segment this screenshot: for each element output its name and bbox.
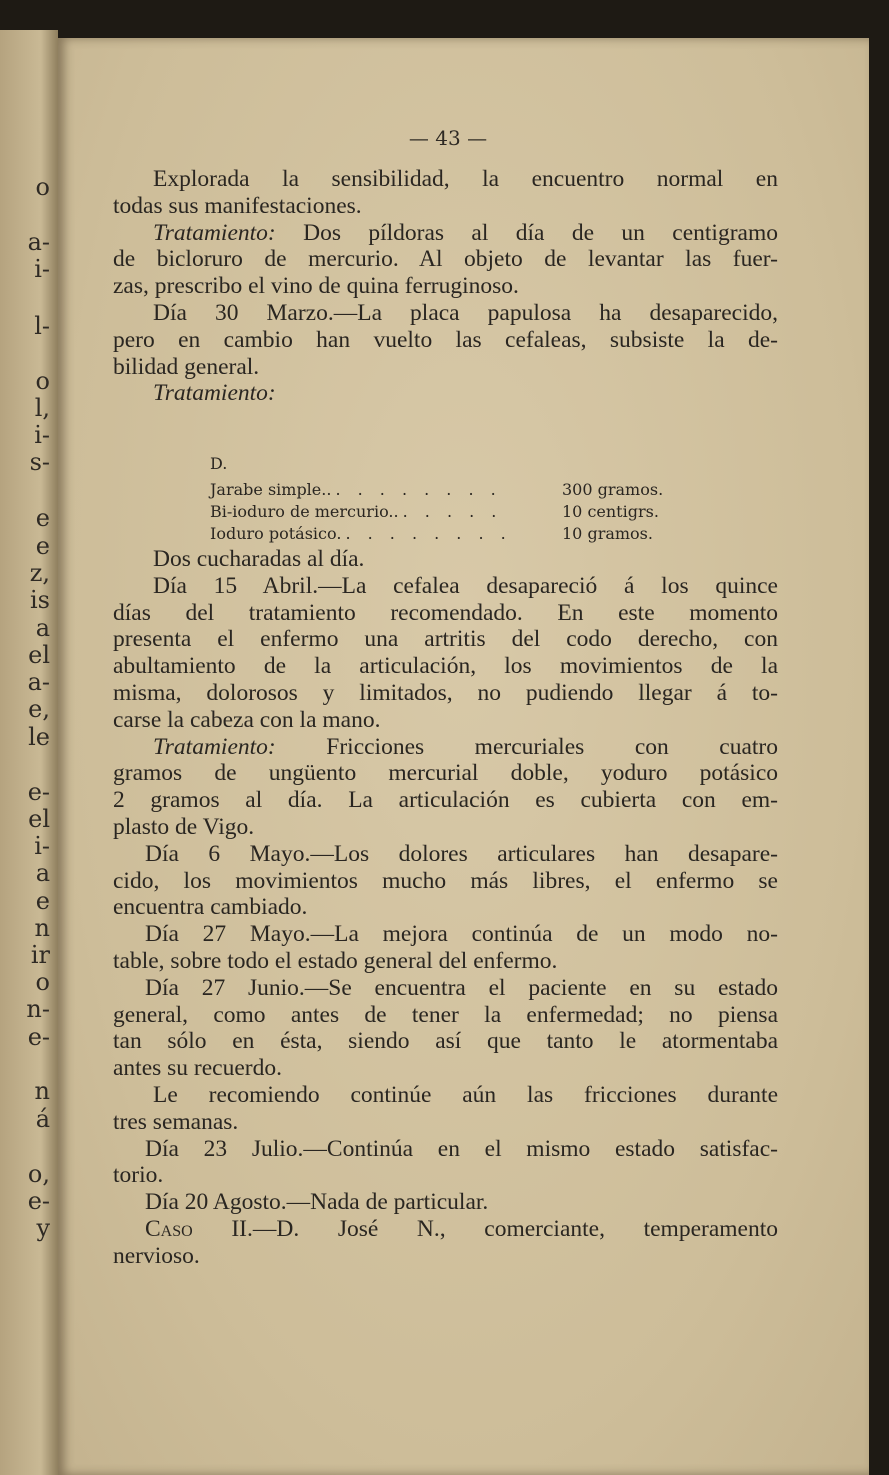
text-line: bilidad general. — [113, 353, 260, 380]
text-fragment: tan sólo en ésta, siendo así que tanto le atormentaba — [113, 1028, 778, 1055]
adjacent-page-text-fragment: o — [35, 173, 50, 201]
text-fragment: Día 27 Mayo.—La mejora continúa de un modo no- — [145, 921, 778, 948]
text-line — [113, 814, 778, 841]
text-line — [113, 1162, 778, 1189]
text-fragment: presenta el enfermo una artritis del codo derecho, con — [113, 626, 778, 653]
text-fragment: 2 gramos al día. La articulación es cubierta con em- — [113, 787, 778, 814]
quantity: 300 gramos. — [562, 480, 664, 499]
adjacent-page-text-fragment: n — [34, 1077, 50, 1105]
text-fragment: cido, los movimientos mucho más libres, el enfermo se — [113, 867, 778, 894]
text-line — [113, 707, 778, 734]
adjacent-page-text-fragment: ir — [30, 941, 50, 969]
text-line — [113, 868, 778, 895]
text-line — [113, 573, 778, 600]
text-fragment: antes su recuerdo. — [113, 1055, 282, 1082]
text-line — [113, 1082, 778, 1109]
adjacent-page-text-fragment: e — [35, 504, 50, 532]
text-line: todas sus manifestaciones. — [113, 192, 362, 219]
quantity: 10 gramos. — [562, 524, 653, 543]
adjacent-page-text-fragment: n- — [26, 995, 50, 1023]
text-line — [113, 787, 778, 814]
text-fragment: abultamiento de la articulación, los movimientos de la — [113, 653, 778, 680]
text-fragment: plasto de Vigo. — [113, 813, 255, 840]
prescription-row — [210, 501, 680, 523]
text-fragment: misma, dolorosos y limitados, no pudiendo llegar á to- — [113, 679, 778, 706]
text-line: pero en cambio han vuelto las cefaleas, subsiste la de- — [113, 326, 778, 353]
prescription-row — [210, 479, 680, 501]
prescription — [210, 453, 680, 545]
text-line: Día 30 Marzo.—La placa papulosa ha desaparecido, — [153, 299, 778, 326]
treatment-heading: Tratamiento: — [153, 380, 276, 407]
adjacent-page-edge — [0, 30, 58, 1475]
text-line — [113, 1109, 778, 1136]
ingredient: Bi-ioduro de mercurio.. — [210, 502, 399, 521]
text-fragment: general, como antes de tener la enfermedad; no piensa — [113, 1001, 778, 1028]
adjacent-page-text-fragment: e- — [27, 1187, 50, 1215]
adjacent-page-text-fragment: i- — [34, 421, 50, 449]
text-line — [113, 760, 778, 787]
text-fragment: encuentra cambiado. — [113, 894, 308, 921]
leader-dots: . . . . . — [402, 502, 503, 521]
adjacent-page-text-fragment: á — [35, 1105, 50, 1133]
adjacent-page-text-fragment: a- — [27, 668, 50, 696]
adjacent-page-text-fragment: e — [35, 532, 50, 560]
page-number: — 43 — — [408, 126, 488, 150]
adjacent-page-text-fragment: el — [28, 641, 50, 669]
treatment-label: Tratamiento: — [153, 219, 276, 246]
text-block-bottom — [113, 546, 778, 1270]
ingredient: Jarabe simple.. — [210, 480, 332, 499]
adjacent-page-text-fragment: o — [35, 367, 50, 395]
leader-dots: . . . . . . . . — [345, 524, 512, 543]
text-fragment: Fricciones mercuriales con cuatro — [326, 733, 778, 760]
adjacent-page-text-fragment: o — [35, 968, 50, 996]
text-fragment: nervioso. — [113, 1242, 200, 1269]
adjacent-page-text-fragment: is — [30, 586, 50, 614]
case-label: Caso — [145, 1215, 193, 1242]
adjacent-page-text-fragment: l, — [34, 394, 50, 422]
text-line — [113, 1216, 778, 1243]
prescription-row — [210, 523, 680, 545]
text-line — [113, 220, 778, 247]
text-line: Explorada la sensibilidad, la encuentro normal en — [153, 166, 778, 192]
adjacent-page-text-fragment: s- — [29, 448, 50, 476]
adjacent-page-text-fragment: el — [28, 805, 50, 833]
adjacent-page-text-fragment: e- — [27, 1023, 50, 1051]
text-line: zas, prescribo el vino de quina ferruginoso. — [113, 273, 519, 300]
text-line — [113, 1028, 778, 1055]
adjacent-page-text-fragment: i- — [34, 255, 50, 283]
text-line — [113, 380, 778, 407]
adjacent-page-text-fragment: le — [28, 723, 50, 751]
text-line — [113, 1136, 778, 1163]
text-fragment: Día 6 Mayo.—Los dolores articulares han desapare- — [145, 840, 778, 867]
text-fragment: días del tratamiento recomendado. En este momento — [113, 599, 778, 626]
text-line — [113, 600, 778, 627]
text-fragment: tres semanas. — [113, 1108, 239, 1135]
text-line — [113, 546, 778, 573]
text-line — [113, 680, 778, 707]
text-line — [113, 1002, 778, 1029]
adjacent-page-text-fragment: a — [35, 614, 50, 642]
text-line — [113, 975, 778, 1002]
ingredient: Ioduro potásico. — [210, 524, 342, 543]
adjacent-page-text-fragment: e, — [28, 695, 50, 723]
text-line — [113, 948, 778, 975]
treatment-label: Tratamiento: — [153, 733, 276, 760]
adjacent-page-text-fragment: e — [35, 887, 50, 915]
text-fragment: table, sobre todo el estado general del enfermo. — [113, 947, 558, 974]
adjacent-page-text-fragment: o, — [27, 1160, 50, 1188]
text-fragment: Dos cucharadas al día. — [153, 546, 365, 572]
prescription-header: D. — [210, 454, 228, 473]
adjacent-page-text-fragment: a — [35, 859, 50, 887]
text-line — [113, 1189, 778, 1216]
text-fragment: Dos píldoras al día de un centigramo — [303, 219, 778, 246]
book-page — [58, 38, 869, 1475]
text-block-top — [113, 166, 778, 407]
text-line — [113, 921, 778, 948]
adjacent-page-text-fragment: n — [34, 914, 50, 942]
text-fragment: torio. — [113, 1162, 164, 1189]
adjacent-page-text-fragment: i- — [34, 832, 50, 860]
text-fragment: Día 23 Julio.—Continúa en el mismo estado satisfac- — [145, 1135, 778, 1162]
text-fragment: carse la cabeza con la mano. — [113, 706, 381, 733]
adjacent-page-text-fragment: l- — [34, 312, 50, 340]
text-fragment: Día 15 Abril.—La cefalea desapareció á los quince — [153, 572, 778, 599]
adjacent-page-text-fragment: e- — [27, 778, 50, 806]
text-line — [113, 653, 778, 680]
text-line — [113, 1243, 778, 1270]
text-line — [113, 734, 778, 761]
text-fragment: Le recomiendo continúe aún las fricciones durante — [153, 1081, 778, 1108]
text-fragment: Día 20 Agosto.—Nada de particular. — [145, 1189, 489, 1216]
adjacent-page-text-fragment: z, — [29, 559, 50, 587]
text-line — [113, 626, 778, 653]
leader-dots: . . . . . . . . — [335, 480, 502, 499]
text-line — [113, 894, 778, 921]
text-fragment: gramos de ungüento mercurial doble, yoduro potásico — [113, 760, 778, 787]
adjacent-page-text-fragment: y — [36, 1214, 50, 1242]
text-line — [113, 1055, 778, 1082]
text-fragment: Día 27 Junio.—Se encuentra el paciente en su estado — [145, 974, 778, 1001]
text-line — [113, 841, 778, 868]
text-fragment: II.—D. José N., comerciante, temperamento — [192, 1215, 778, 1242]
quantity: 10 centigrs. — [562, 502, 659, 521]
text-line: de bicloruro de mercurio. Al objeto de levantar las fuer- — [113, 246, 778, 273]
adjacent-page-text-fragment: a- — [27, 228, 50, 256]
